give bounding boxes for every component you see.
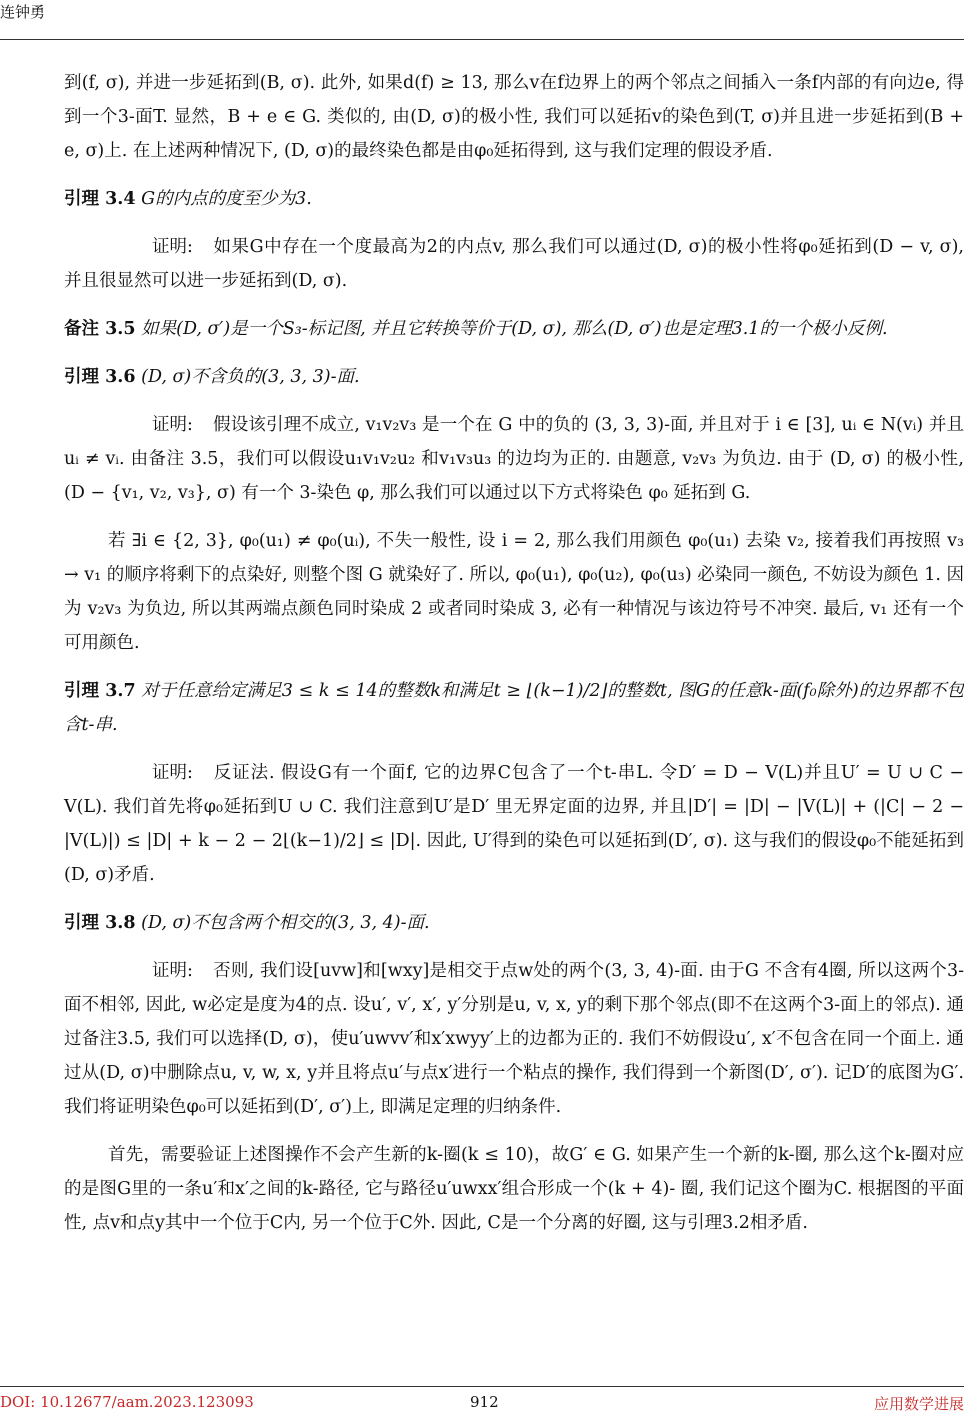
statement-text: (D, σ)不含负的(3, 3, 3)-面.: [141, 367, 360, 387]
proof: [64, 408, 964, 510]
page-body: [64, 66, 964, 1254]
proof-text: 反证法. 假设G有一个面f, 它的边界C包含了一个t-串L. 令D′ = D − V(L)并且U′ = U ∪ C − V(L). 我们首先将φ₀延拓到U ∪ C. 我们注意到U′是D′ 里无界定面的边界, 并且|D′| = |D| − |V(L)| + (|C| − 2 − |V(L)|) ≤ |D| + k − 2 − 2⌊(k−1)/2⌋ ≤ |D|. 因此, U′得到的染色可以延拓到(D′, σ). 这与我们的假设φ₀不能延拓到(D, σ)矛盾.: [64, 763, 964, 885]
statement: [64, 312, 964, 346]
paragraph-text: 若 ∃i ∈ {2, 3}, φ₀(u₁) ≠ φ₀(uᵢ), 不失一般性, 设 i = 2, 那么我们用颜色 φ₀(u₁) 去染 v₂, 接着我们再按照 v₃ → v₁ 的顺序将剩下的点染好, 则整个图 G 就染好了. 所以, φ₀(u₁), φ₀(u₂), φ₀(u₃) 必染同一颜色, 不妨设为颜色 1. 因为 v₂v₃ 为负边, 所以其两端点颜色同时染成 2 或者同时染成 3, 必有一种情况与该边符号不冲突. 最后, v₁ 还有一个可用颜色.: [64, 531, 964, 653]
proof: [64, 230, 964, 298]
statement-text: 如果(D, σ′)是一个S₃-标记图, 并且它转换等价于(D, σ), 那么(D, σ′)也是定理3.1的一个极小反例.: [141, 319, 888, 339]
proof-paragraph: [64, 524, 964, 660]
statement-label: 备注 3.5: [64, 319, 136, 339]
author-name: 连钟勇: [0, 3, 46, 21]
statement-label: 引理 3.8: [64, 913, 136, 933]
paragraph-text: 首先，需要验证上述图操作不会产生新的k-圈(k ≤ 10)，故G′ ∈ G. 如果产生一个新的k-圈, 那么这个k-圈对应的是图G里的一条u′和x′之间的k-路径, 它与路径u′uwxx′组合形成一个(k + 4)- 圈, 我们记这个圈为C. 根据图的平面性, 点v和点y其中一个位于C内, 另一个位于C外. 因此, C是一个分离的好圈, 这与引理3.2相矛盾.: [64, 1145, 964, 1233]
statement-text: (D, σ)不包含两个相交的(3, 3, 4)-面.: [141, 913, 430, 933]
proof-label: 证明:: [152, 237, 193, 257]
statement-text: 对于任意给定满足3 ≤ k ≤ 14的整数k和满足t ≥ ⌊(k−1)/2⌋的整数t, 图G的任意k-面(f₀除外)的边界都不包含t-串.: [64, 681, 964, 735]
statement: [64, 182, 964, 216]
proof-text: 如果G中存在一个度最高为2的内点v, 那么我们可以通过(D, σ)的极小性将φ₀延拓到(D − v, σ), 并且很显然可以进一步延拓到(D, σ).: [64, 237, 964, 291]
proof-label: 证明:: [152, 961, 193, 981]
statement: [64, 674, 964, 742]
statement-text: G的内点的度至少为3.: [141, 189, 312, 209]
running-head: [0, 0, 964, 40]
proof: [64, 756, 964, 892]
page-number: 912: [470, 1393, 499, 1411]
journal-name: 应用数学进展: [873, 1395, 964, 1413]
statement-label: 引理 3.4: [64, 189, 136, 209]
proof-text: 假设该引理不成立, v₁v₂v₃ 是一个在 G 中的负的 (3, 3, 3)-面, 并且对于 i ∈ [3], uᵢ ∈ N(vᵢ) 并且 uᵢ ≠ vᵢ. 由备注 3.5，我们可以假设u₁v₁v₂u₂ 和v₁v₃u₃ 的边均为正的. 由题意, v₂v₃ 为负边. 由于 (D, σ) 的极小性, (D − {v₁, v₂, v₃}, σ) 有一个 3-染色 φ, 那么我们可以通过以下方式将染色 φ₀ 延拓到 G.: [64, 415, 964, 503]
doi-link[interactable]: DOI: 10.12677/aam.2023.123093: [0, 1393, 254, 1411]
proof-paragraph: [64, 1138, 964, 1240]
proof-text: 否则, 我们设[uvw]和[wxy]是相交于点w处的两个(3, 3, 4)-面. 由于G 不含有4圈, 所以这两个3-面不相邻, 因此, w必定是度为4的点. 设u′, v′, x′, y′分别是u, v, x, y的剩下那个邻点(即不在这两个3-面上的邻点). 通过备注3.5, 我们可以选择(D, σ)，使u′uwvv′和x′xwyy′上的边都为正的. 我们不妨假设u′, x′不包含在同一个面上. 通过从(D, σ)中删除点u, v, w, x, y并且将点u′与点x′进行一个粘点的操作, 我们得到一个新图(D′, σ′). 记D′的底图为G′. 我们将证明染色φ₀可以延拓到(D′, σ′)上, 即满足定理的归纳条件.: [64, 961, 964, 1117]
statement-label: 引理 3.6: [64, 367, 136, 387]
paragraph-text: 到(f, σ), 并进一步延拓到(B, σ). 此外, 如果d(f) ≥ 13, 那么v在f边界上的两个邻点之间插入一条f内部的有向边e, 得到一个3-面T. 显然，B + e ∈ G. 类似的, 由(D, σ)的极小性, 我们可以延拓v的染色到(T, σ)并且进一步延拓到(B + e, σ)上. 在上述两种情况下, (D, σ)的最终染色都是由φ₀延拓得到, 这与我们定理的假设矛盾.: [64, 73, 964, 161]
statement: [64, 360, 964, 394]
page-footer: [0, 1386, 964, 1414]
proof-label: 证明:: [152, 415, 193, 435]
proof-label: 证明:: [152, 763, 193, 783]
statement: [64, 906, 964, 940]
body-paragraph: [64, 66, 964, 168]
statement-label: 引理 3.7: [64, 681, 136, 701]
proof: [64, 954, 964, 1124]
